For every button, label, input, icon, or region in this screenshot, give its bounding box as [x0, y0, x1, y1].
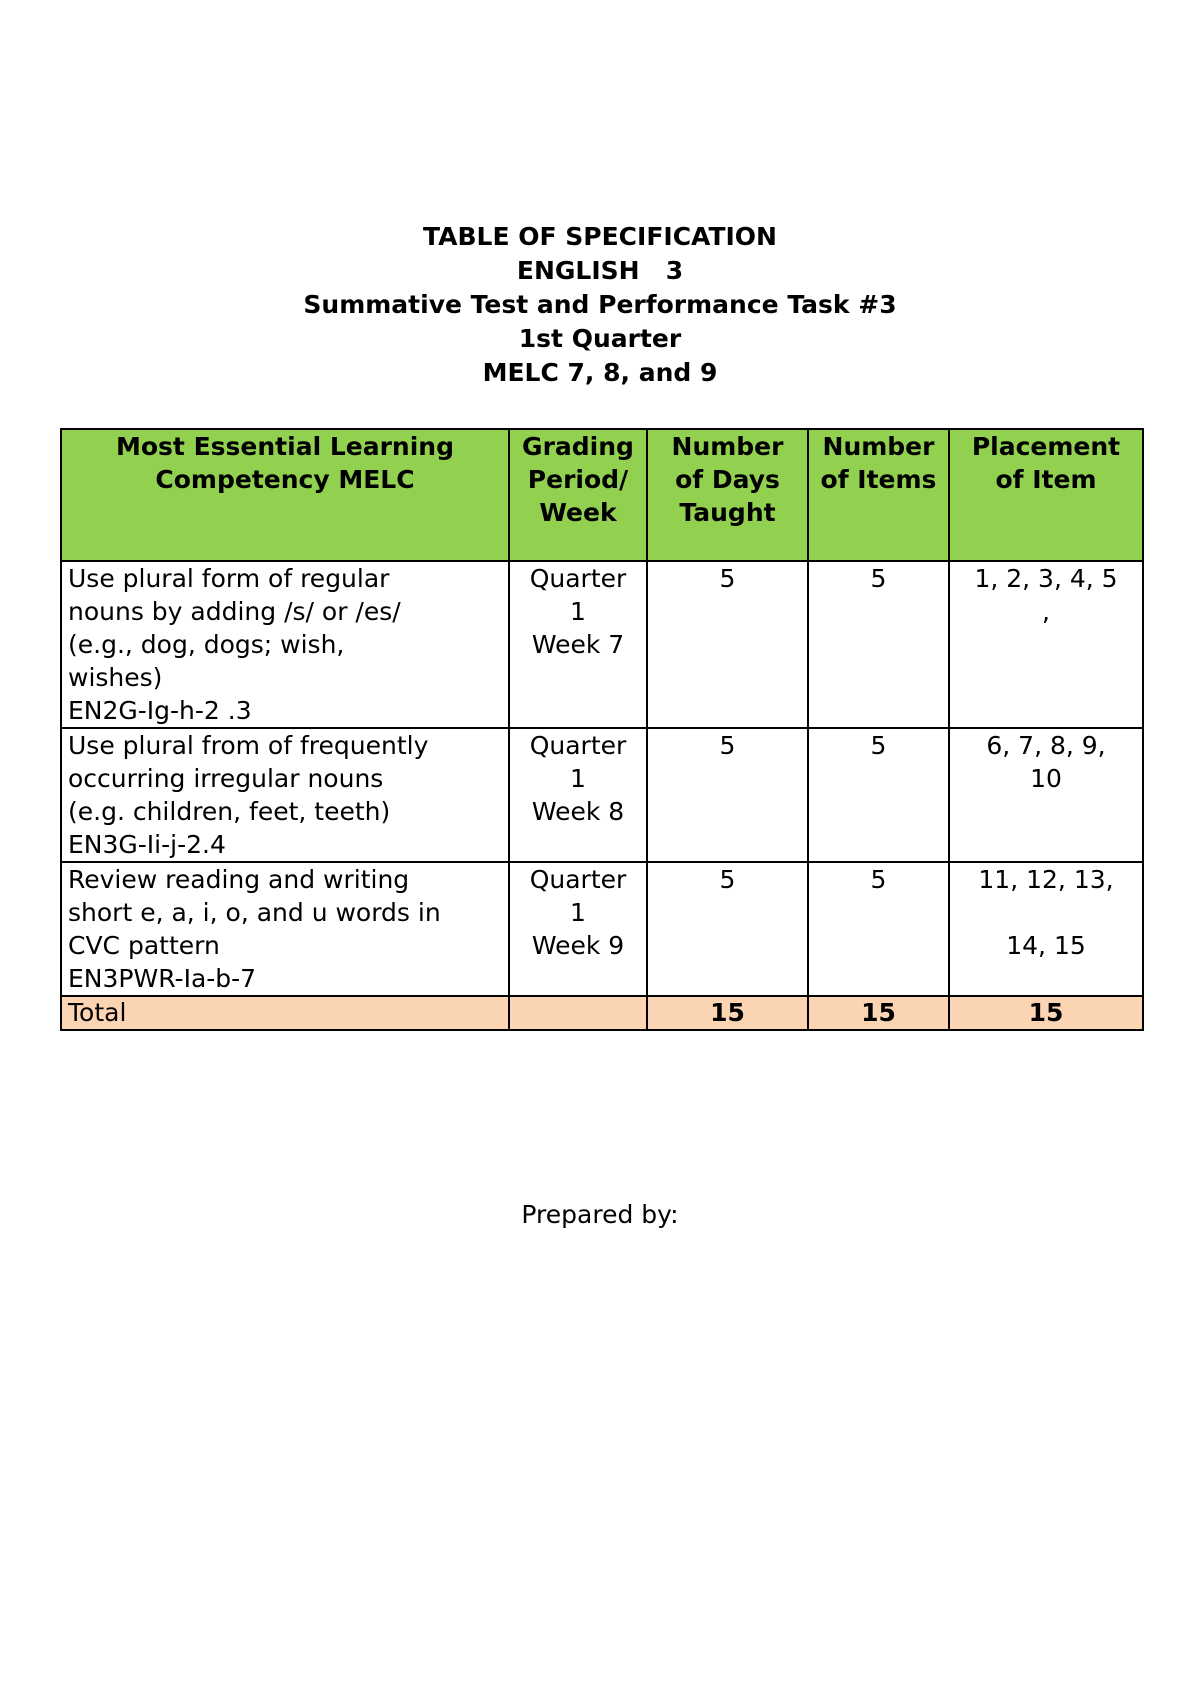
table-body	[61, 561, 1143, 996]
grading-cell-line: Week 8	[531, 797, 625, 826]
grading-cell-line: Quarter	[529, 731, 627, 760]
placement-cell-line	[956, 896, 1136, 929]
total-grading-empty	[509, 996, 647, 1030]
header-placement: Placement of Item	[949, 429, 1143, 561]
title-line-5: MELC 7, 8, and 9	[482, 358, 718, 387]
grading-cell-line: Quarter	[529, 865, 627, 894]
placement-cell-line: 11, 12, 13,	[978, 865, 1114, 894]
melc-cell-line: Review reading and writing	[68, 865, 410, 894]
melc-cell	[61, 862, 509, 996]
total-items: 15	[808, 996, 949, 1030]
placement-cell-line: 14, 15	[1006, 931, 1086, 960]
grading-cell	[509, 561, 647, 728]
total-placement: 15	[949, 996, 1143, 1030]
items-cell: 5	[808, 728, 949, 862]
melc-cell-line: (e.g. children, feet, teeth)	[68, 797, 391, 826]
table-row	[61, 862, 1143, 996]
table-row	[61, 728, 1143, 862]
placement-cell	[949, 862, 1143, 996]
days-cell: 5	[647, 561, 808, 728]
placement-cell-line: 1, 2, 3, 4, 5	[974, 564, 1118, 593]
melc-cell-line: CVC pattern	[68, 931, 220, 960]
table-header-row	[61, 429, 1143, 561]
melc-cell-line: Use plural form of regular	[68, 564, 390, 593]
grading-cell	[509, 728, 647, 862]
specification-table	[60, 428, 1144, 1031]
header-number-of-items: Number of Items	[808, 429, 949, 561]
grading-cell-line: 1	[570, 898, 586, 927]
prepared-by-label: Prepared by:	[521, 1200, 679, 1229]
melc-cell-line: Use plural from of frequently	[68, 731, 429, 760]
table-total-row	[61, 996, 1143, 1030]
grading-cell-line: 1	[570, 597, 586, 626]
header-number-of-days: Number of Days Taught	[647, 429, 808, 561]
melc-cell-line: EN3G-Ii-j-2.4	[68, 830, 226, 859]
total-days: 15	[647, 996, 808, 1030]
grading-cell	[509, 862, 647, 996]
placement-cell	[949, 728, 1143, 862]
title-line-2: ENGLISH 3	[516, 256, 684, 285]
grading-cell-line: Week 7	[531, 630, 625, 659]
melc-cell-line: nouns by adding /s/ or /es/	[68, 597, 401, 626]
header-grading-period: Grading Period/ Week	[509, 429, 647, 561]
melc-cell	[61, 728, 509, 862]
days-cell: 5	[647, 862, 808, 996]
items-cell: 5	[808, 561, 949, 728]
grading-cell-line: Week 9	[531, 931, 625, 960]
melc-cell-line: EN3PWR-Ia-b-7	[68, 964, 257, 993]
title-line-4: 1st Quarter	[518, 324, 682, 353]
table-row	[61, 561, 1143, 728]
melc-cell-line: occurring irregular nouns	[68, 764, 384, 793]
items-cell: 5	[808, 862, 949, 996]
days-cell: 5	[647, 728, 808, 862]
grading-cell-line: Quarter	[529, 564, 627, 593]
placement-cell-line: 6, 7, 8, 9,	[986, 731, 1106, 760]
melc-cell	[61, 561, 509, 728]
melc-cell-line: wishes)	[68, 663, 163, 692]
placement-cell-comma: ,	[1042, 597, 1050, 626]
melc-cell-line: (e.g., dog, dogs; wish,	[68, 630, 345, 659]
melc-cell-line: EN2G-Ig-h-2 .3	[68, 696, 252, 725]
grading-cell-line: 1	[570, 764, 586, 793]
melc-cell-line: short e, a, i, o, and u words in	[68, 898, 441, 927]
placement-cell-line: 10	[1030, 764, 1062, 793]
total-label: Total	[61, 996, 509, 1030]
document-title-block	[0, 220, 1200, 390]
placement-cell	[949, 561, 1143, 728]
title-line-1: TABLE OF SPECIFICATION	[423, 222, 777, 251]
title-line-3: Summative Test and Performance Task #3	[303, 290, 897, 319]
header-melc: Most Essential Learning Competency MELC	[61, 429, 509, 561]
